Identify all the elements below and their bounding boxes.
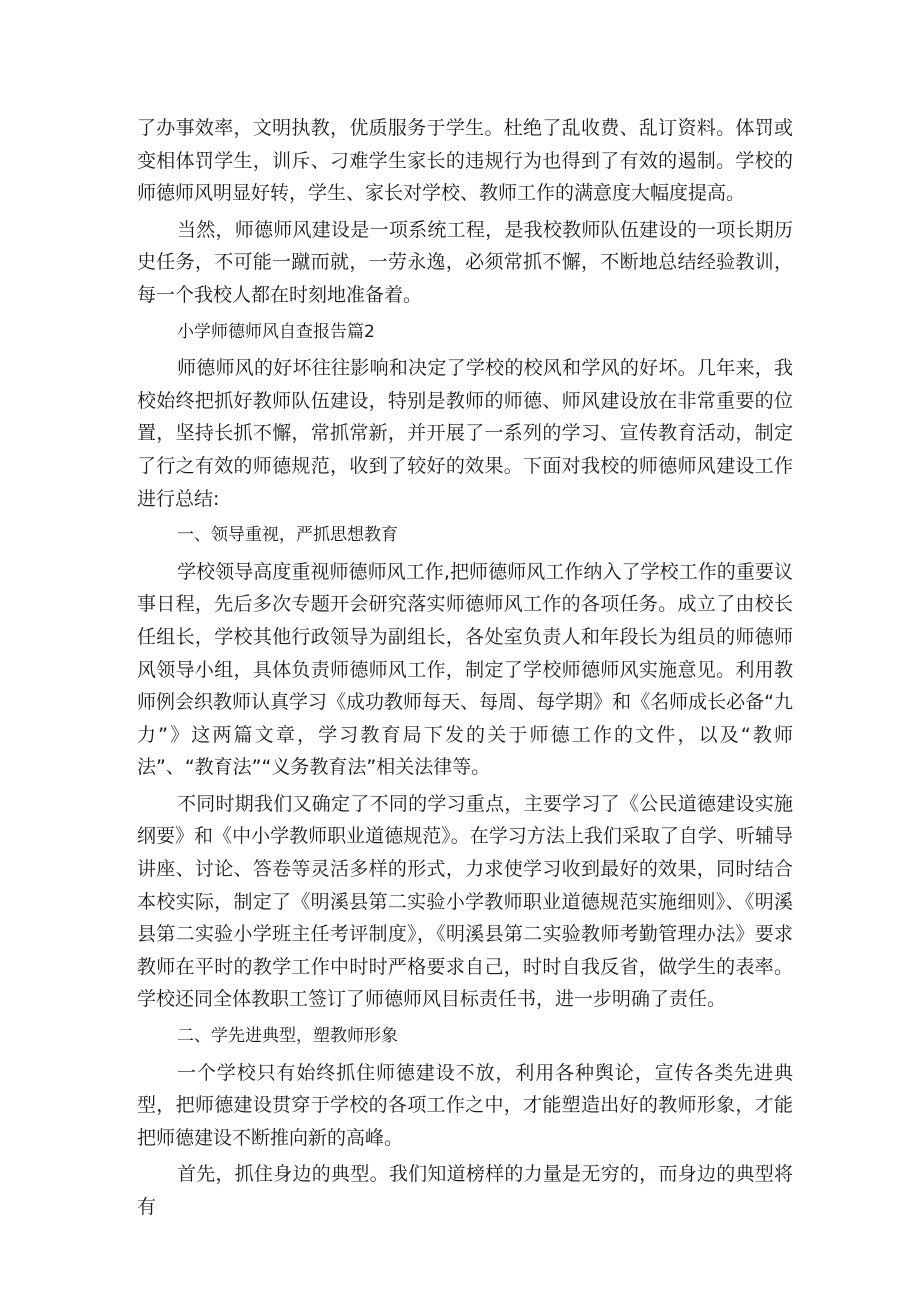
paragraph-continued: 了办事效率，文明执教，优质服务于学生。杜绝了乱收费、乱订资料。体罚或变相体罚学生，训斥、刁难学生家长的违规行为也得到了有效的遏制。学校的师德师风明显好转，学生、家长对学校、教师工作的满意度大幅度提高。	[137, 117, 793, 205]
section-heading-2: 二、学先进典型，塑教师形象	[177, 1026, 398, 1047]
paragraph-truncated: 首先，抓住身边的典型。我们知道榜样的力量是无穷的，而身边的典型将有	[137, 1163, 793, 1218]
section-heading-1: 一、领导重视，严抓思想教育	[177, 525, 398, 546]
paragraph: 一个学校只有始终抓住师德建设不放，利用各种舆论，宣传各类先进典型，把师德建设贯穿于学校的各项工作之中，才能塑造出好的教师形象，才能把师德建设不断推向新的高峰。	[137, 1061, 793, 1149]
document-page	[137, 112, 793, 1224]
section-title: 小学师德师风自查报告篇2	[177, 321, 375, 342]
paragraph: 当然，师德师风建设是一项系统工程，是我校教师队伍建设的一项长期历史任务，不可能一蹴而就，一劳永逸，必须常抓不懈，不断地总结经验教训，每一个我校人都在时刻地准备着。	[137, 218, 793, 306]
paragraph: 师德师风的好坏往往影响和决定了学校的校风和学风的好坏。几年来，我校始终把抓好教师队伍建设，特别是教师的师德、师风建设放在非常重要的位置，坚持长抓不懈，常抓常新，并开展了一系列的学习、宣传教育活动，制定了行之有效的师德规范，收到了较好的效果。下面对我校的师德师风建设工作进行总结:	[137, 357, 793, 510]
paragraph: 学校领导高度重视师德师风工作,把师德师风工作纳入了学校工作的重要议事日程，先后多次专题开会研究落实师德师风工作的各项任务。成立了由校长任组长，学校其他行政领导为副组长，各处室负责人和年段长为组员的师德师风领导小组，具体负责师德师风工作，制定了学校师德师风实施意见。利用教师例会织教师认真学习《成功教师每天、每周、每学期》和《名师成长必备“九力”》这两篇文章，学习教育局下发的关于师德工作的文件，以及“教师法”、“教育法”“义务教育法”相关法律等。	[137, 560, 793, 779]
paragraph: 不同时期我们又确定了不同的学习重点，主要学习了《公民道德建设实施纲要》和《中小学教师职业道德规范》。在学习方法上我们采取了自学、听辅导讲座、讨论、答卷等灵活多样的形式，力求使学习收到最好的效果，同时结合本校实际，制定了《明溪县第二实验小学教师职业道德规范实施细则》、《明溪县第二实验小学班主任考评制度》，《明溪县第二实验教师考勤管理办法》要求教师在平时的教学工作中时时严格要求自己，时时自我反省，做学生的表率。学校还同全体教职工签订了师德师风目标责任书，进一步明确了责任。	[137, 792, 793, 1011]
